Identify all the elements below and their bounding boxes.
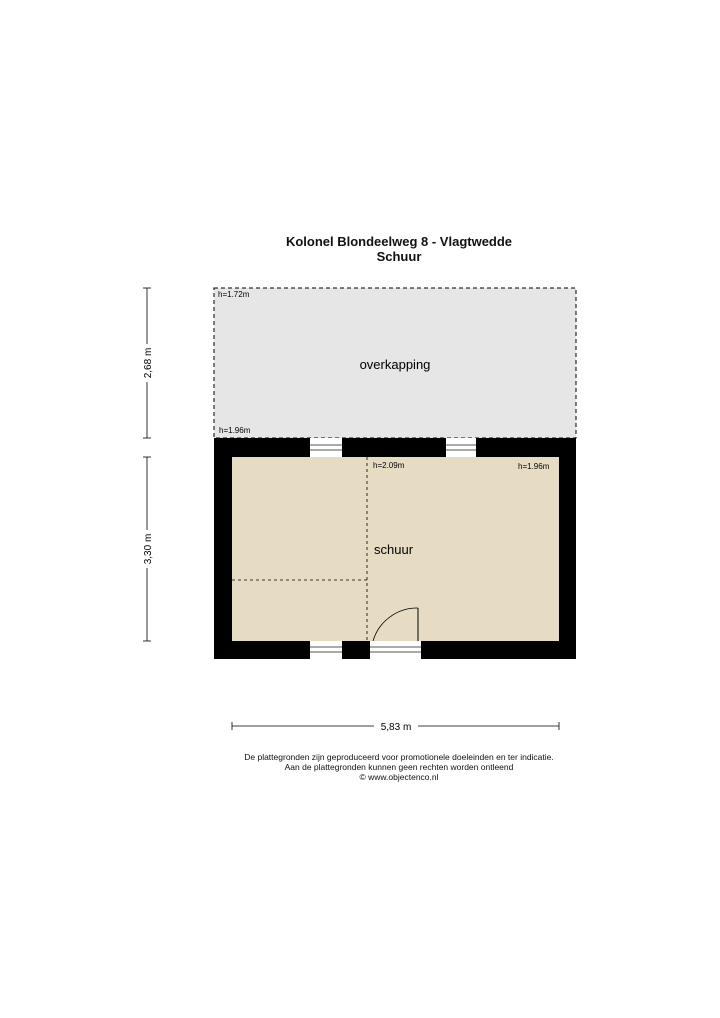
shed-label: schuur [374,542,414,557]
canopy-height-front: h=1.96m [219,426,251,435]
window-bottom [310,641,342,659]
canopy-height-back: h=1.72m [218,290,250,299]
plan-subtitle: Schuur [376,249,422,264]
dimension-total-width-label: 5,83 m [380,722,412,733]
dimension-shed-depth-label: 3,30 m [143,533,154,565]
shed-height-right: h=1.96m [518,462,550,471]
window-top-right [446,438,476,457]
plan-title: Kolonel Blondeelweg 8 - Vlagtwedde [285,234,513,249]
shed-height-mid: h=2.09m [373,461,405,470]
copyright-line: © www.objectenco.nl [359,772,439,782]
disclaimer-line-2: Aan de plattegronden kunnen geen rechten worden ontleend [284,762,514,772]
canopy-label: overkapping [359,357,431,372]
window-top-left [310,438,342,457]
disclaimer-line-1: De plattegronden zijn geproduceerd voor promotionele doeleinden en ter indicatie. [244,752,554,762]
dimension-canopy-depth-label: 2,68 m [143,347,154,379]
